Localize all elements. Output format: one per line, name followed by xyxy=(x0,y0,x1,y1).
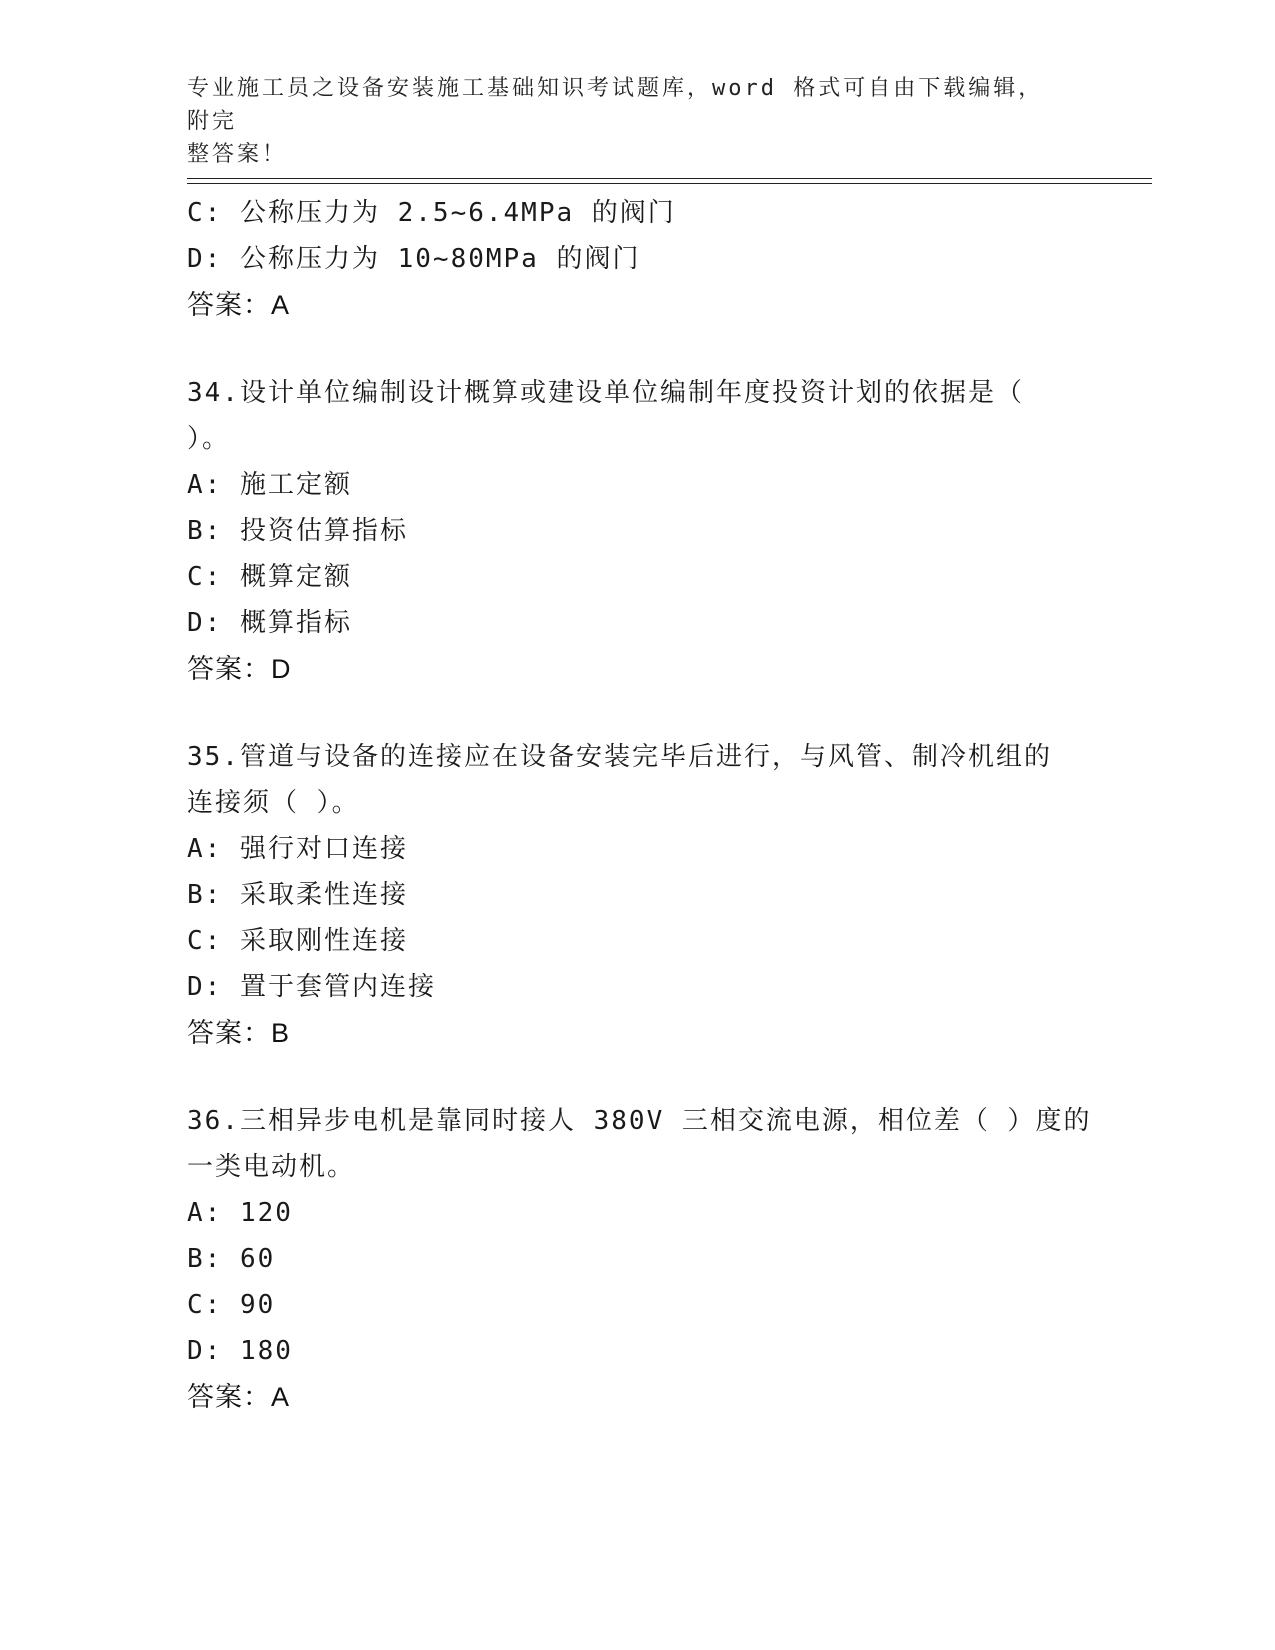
option-c: C: 采取刚性连接 xyxy=(187,926,408,956)
answer-line: 答案：B xyxy=(187,1018,291,1048)
question-stem-continued: 一类电动机。 xyxy=(187,1152,356,1182)
question-stem-continued: ）。 xyxy=(187,424,231,454)
option-b: B: 采取柔性连接 xyxy=(187,880,408,910)
option-a: A: 120 xyxy=(187,1198,293,1228)
option-b: B: 投资估算指标 xyxy=(187,516,408,546)
document-header xyxy=(187,72,1067,171)
answer-line: 答案：A xyxy=(187,290,291,320)
header-divider-bottom xyxy=(187,183,1152,184)
question-36 xyxy=(187,1098,1092,1420)
answer-line: 答案：D xyxy=(187,654,292,684)
option-d: D: 置于套管内连接 xyxy=(187,972,436,1002)
question-stem: 34.设计单位编制设计概算或建设单位编制年度投资计划的依据是（ xyxy=(187,378,1024,408)
option-c: C: 概算定额 xyxy=(187,562,352,592)
document-body xyxy=(187,190,1092,1462)
option-a: A: 施工定额 xyxy=(187,470,352,500)
question-33-tail xyxy=(187,190,1087,328)
option-c: C: 90 xyxy=(187,1290,276,1320)
question-stem: 36.三相异步电机是靠同时接人 380V 三相交流电源，相位差（ ）度的 xyxy=(187,1106,1092,1136)
header-divider-top xyxy=(187,178,1152,179)
option-c: C: 公称压力为 2.5~6.4MPa 的阀门 xyxy=(187,198,676,228)
answer-line: 答案：A xyxy=(187,1382,291,1412)
option-b: B: 60 xyxy=(187,1244,276,1274)
header-line-2: 整答案！ xyxy=(187,142,288,167)
option-d: D: 180 xyxy=(187,1336,293,1366)
question-stem-continued: 连接须（ ）。 xyxy=(187,788,360,818)
option-d: D: 概算指标 xyxy=(187,608,352,638)
header-line-1: 专业施工员之设备安装施工基础知识考试题库，word 格式可自由下载编辑，附完 xyxy=(187,76,1044,134)
question-stem: 35.管道与设备的连接应在设备安装完毕后进行，与风管、制冷机组的 xyxy=(187,742,1052,772)
question-35 xyxy=(187,734,1087,1056)
option-a: A: 强行对口连接 xyxy=(187,834,408,864)
option-d: D: 公称压力为 10~80MPa 的阀门 xyxy=(187,244,641,274)
question-34 xyxy=(187,370,1087,692)
